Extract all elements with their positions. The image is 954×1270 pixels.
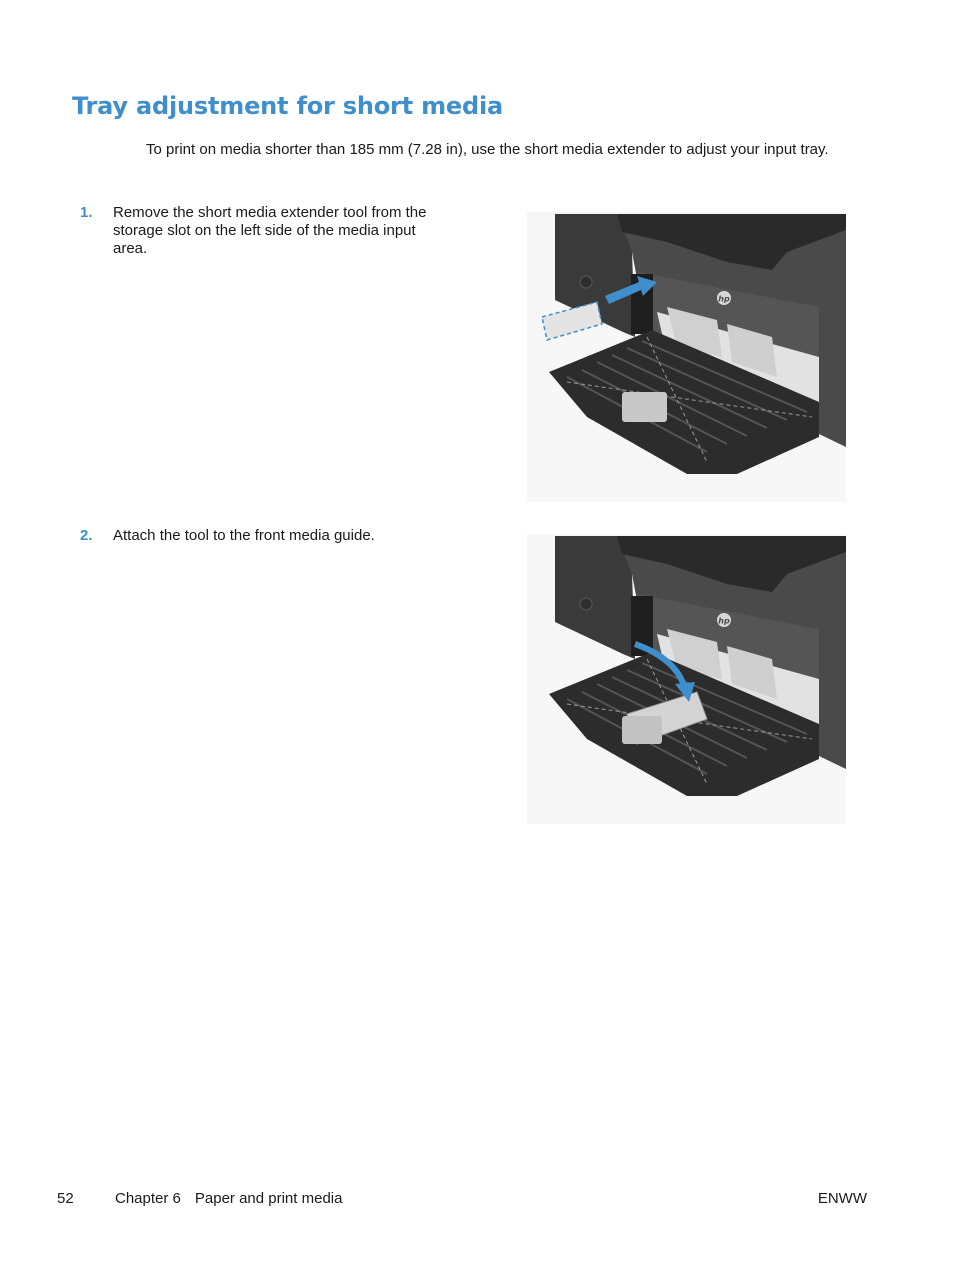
chapter-label: Chapter 6 [115, 1190, 181, 1207]
intro-paragraph: To print on media shorter than 185 mm (7.28 in), use the short media extender to adjust your input tray. [146, 141, 829, 158]
step-text: Remove the short media extender tool from the storage slot on the left side of the media input area. [113, 204, 427, 257]
printer-tray-remove-tool-illustration [527, 212, 846, 502]
printer-tray-attach-tool-illustration [527, 534, 846, 824]
step-number: 2. [80, 527, 93, 544]
chapter-title: Paper and print media [194, 1190, 343, 1207]
step-number: 1. [80, 204, 93, 221]
page-title: Tray adjustment for short media [72, 92, 504, 120]
hp-logo-icon [717, 613, 731, 627]
svg-text:hp: hp [718, 616, 730, 626]
footer-label: ENWW [817, 1190, 867, 1207]
hp-logo-icon [717, 291, 731, 305]
footer-chapter [115, 1190, 356, 1207]
step-text: Attach the tool to the front media guide. [113, 527, 375, 544]
page-number: 52 [57, 1190, 74, 1207]
svg-text:hp: hp [718, 294, 730, 304]
